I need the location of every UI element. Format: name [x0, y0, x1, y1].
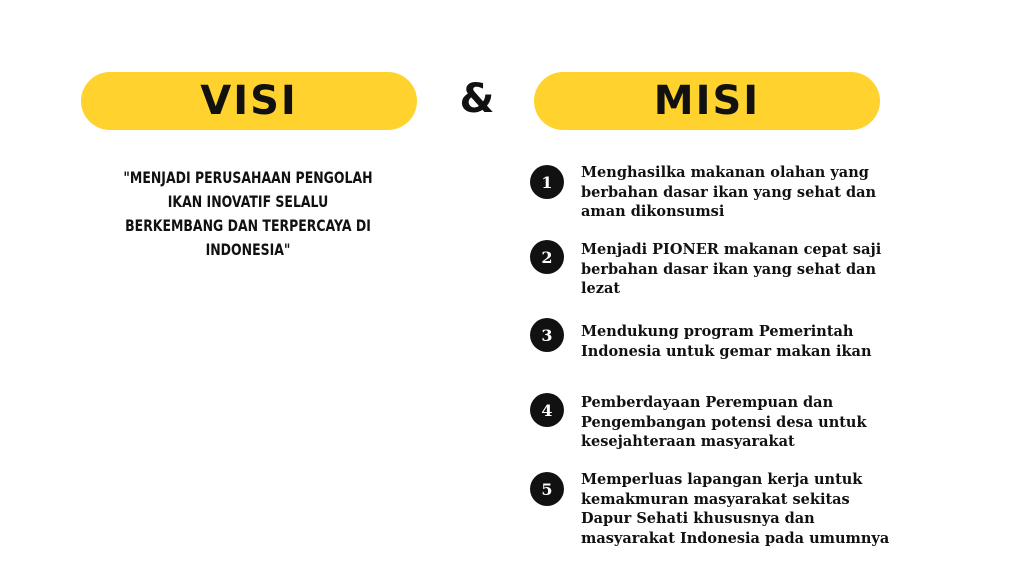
misi-item-1	[530, 163, 900, 223]
number-badge: 4	[530, 393, 564, 427]
visi-statement: "MENJADI PERUSAHAAN PENGOLAH IKAN INOVATIF SELALU BERKEMBANG DAN TERPERCAYA DI INDONESIA"	[123, 168, 373, 259]
number-badge: 5	[530, 472, 564, 506]
misi-heading-pill	[534, 72, 880, 130]
number-badge: 1	[530, 165, 564, 199]
misi-item-5	[530, 470, 900, 570]
misi-item-text: Pemberdayaan Perempuan dan Pengembangan potensi desa untuk kesejahteraan masyarakat	[581, 394, 867, 450]
misi-heading: MISI	[653, 78, 761, 124]
number-badge: 2	[530, 240, 564, 274]
misi-item-2	[530, 240, 900, 300]
misi-item-4	[530, 393, 900, 453]
visi-heading: VISI	[200, 78, 298, 124]
misi-item-text: Menjadi PIONER makanan cepat saji berbahan dasar ikan yang sehat dan lezat	[581, 241, 882, 297]
ampersand-symbol: &	[459, 76, 495, 122]
misi-item-text: Memperluas lapangan kerja untuk kemakmuran masyarakat sekitas Dapur Sehati khususnya dan masyarakat Indonesia pada umumnya	[581, 471, 890, 547]
misi-item-text: Mendukung program Pemerintah Indonesia untuk gemar makan ikan	[581, 323, 872, 360]
misi-item-text: Menghasilka makanan olahan yang berbahan dasar ikan yang sehat dan aman dikonsumsi	[581, 164, 877, 220]
number-badge: 3	[530, 318, 564, 352]
visi-heading-pill	[81, 72, 417, 130]
misi-item-3	[530, 322, 900, 364]
